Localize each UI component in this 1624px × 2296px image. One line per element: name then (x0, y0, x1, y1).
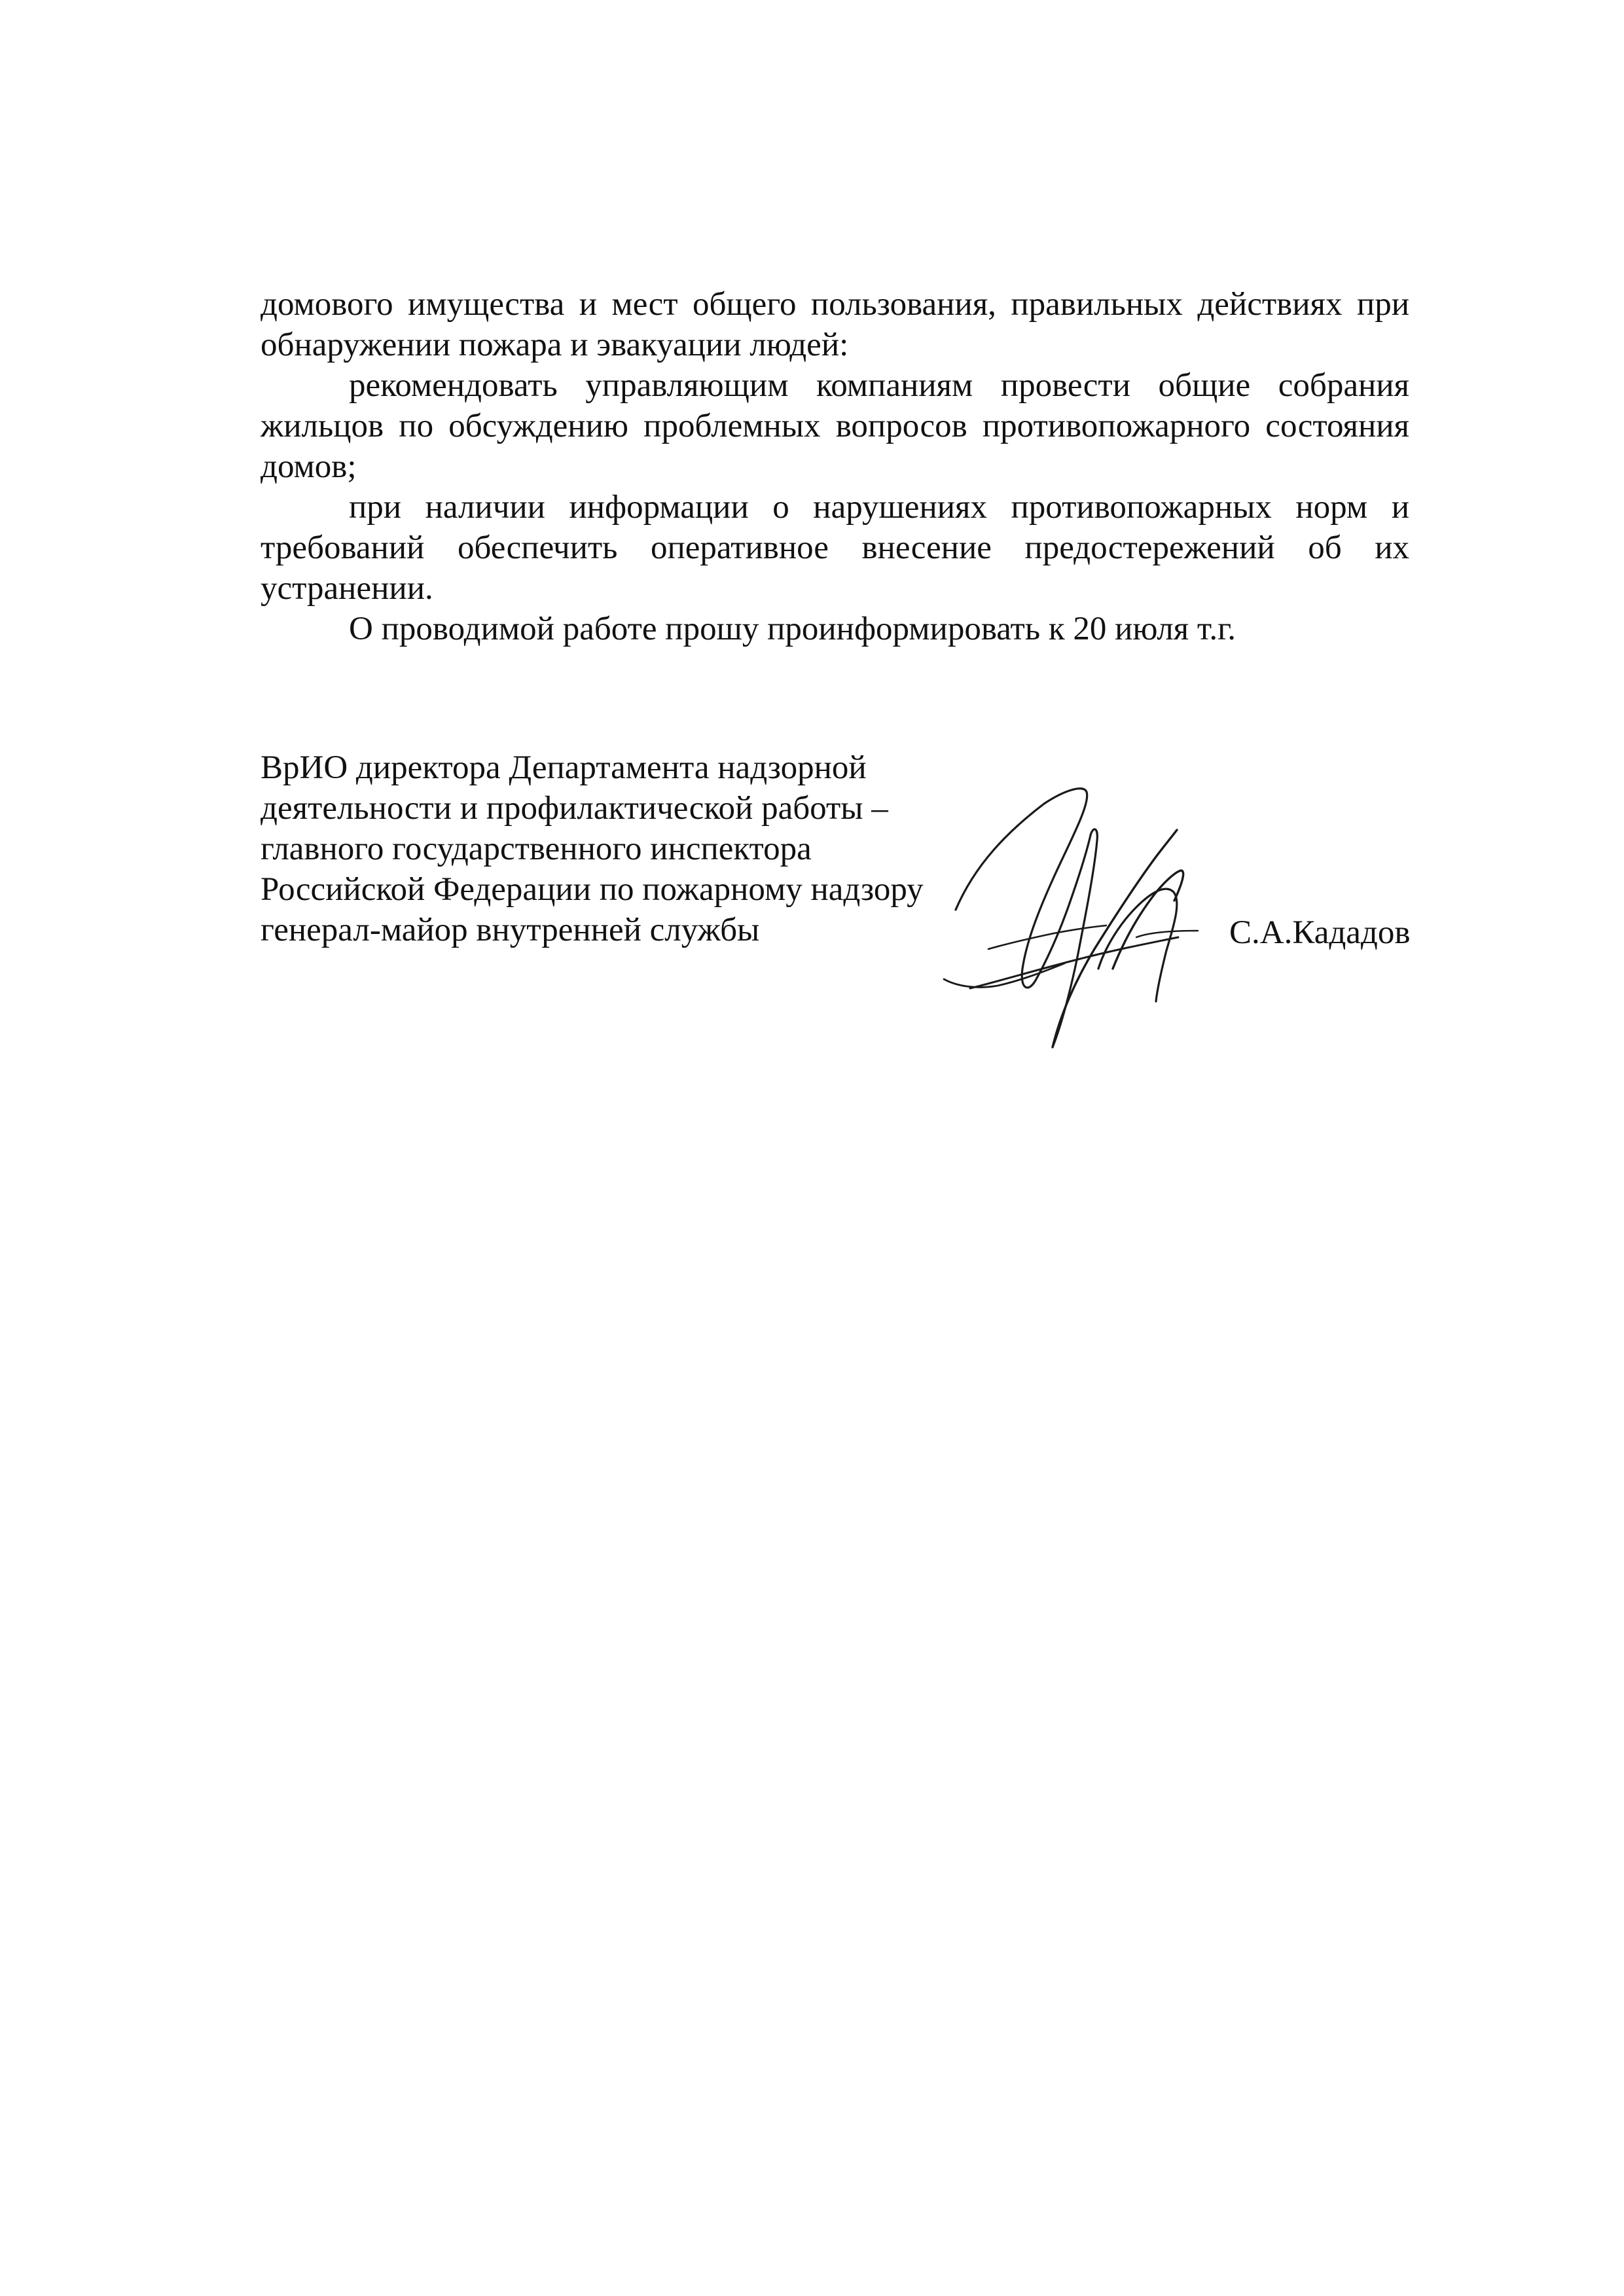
signature-stroke (1113, 870, 1183, 969)
signature-stroke (956, 789, 1087, 988)
handwritten-signature (929, 772, 1231, 1060)
letter-body (261, 284, 1409, 649)
signature-stroke (1053, 830, 1177, 1047)
paragraph-recommendation: рекомендовать управляющим компаниям провести общие собрания жильцов по обсуждению проблемных вопросов противопожарного состояния домов; (261, 367, 1409, 485)
signatory-title-line: ВрИО директора Департамента надзорной (261, 749, 867, 786)
signature-stroke (988, 925, 1106, 949)
signatory-title-line: главного государственного инспектора (261, 831, 812, 867)
signatory-title-line: деятельности и профилактической работы – (261, 790, 888, 827)
signatory-title-line: генерал-майор внутренней службы (261, 912, 760, 948)
signer-name: С.А.Кададов (1229, 914, 1411, 951)
signature-stroke (1053, 829, 1097, 1047)
paragraph-continuation: домового имущества и мест общего пользования, правильных действиях при обнаружении пожара и эвакуации людей: (261, 286, 1409, 363)
signatory-title-line: Российской Федерации по пожарному надзору (261, 871, 924, 908)
signature-stroke (1136, 931, 1198, 937)
paragraph-violations: при наличии информации о нарушениях противопожарных норм и требований обеспечить оперативное внесение предостережений об их устранении. (261, 489, 1409, 607)
signatory-title (261, 747, 981, 950)
paragraph-report-request: О проводимой работе прошу проинформировать к 20 июля т.г. (349, 611, 1236, 647)
